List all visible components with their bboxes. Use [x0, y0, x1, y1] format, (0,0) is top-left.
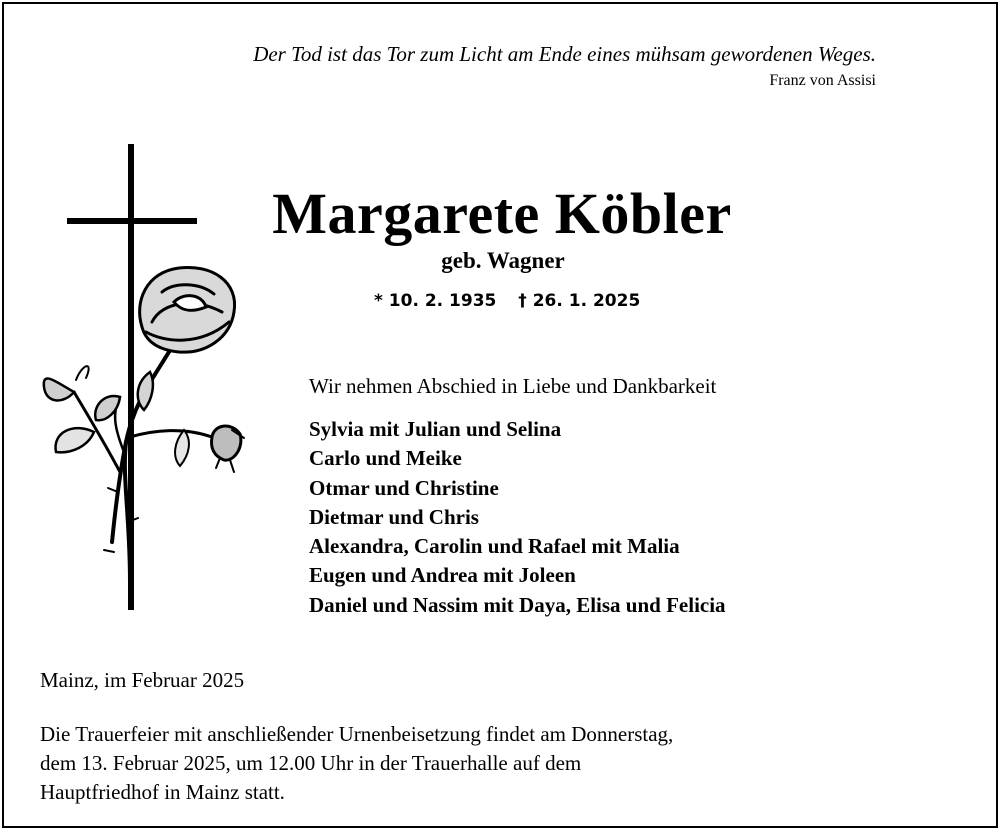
place-date: Mainz, im Februar 2025	[40, 668, 245, 692]
list-item: Sylvia mit Julian und Selina	[309, 417, 562, 441]
quote-author: Franz von Assisi	[769, 72, 876, 89]
cross-rose-illustration	[34, 142, 254, 617]
birth-date: * 10. 2. 1935	[374, 291, 497, 311]
life-dates	[374, 291, 640, 311]
list-item: Eugen und Andrea mit Joleen	[309, 563, 576, 588]
obituary-notice	[2, 2, 998, 828]
rose-icon	[44, 267, 244, 582]
list-item: Carlo und Meike	[309, 446, 462, 471]
service-line: Hauptfriedhof in Mainz statt.	[40, 779, 285, 804]
list-item: Daniel und Nassim mit Daya, Elisa und Felicia	[309, 592, 726, 617]
list-item: Otmar und Christine	[309, 475, 499, 500]
quote-text: Der Tod ist das Tor zum Licht am Ende eines mühsam gewordenen Weges.	[253, 42, 876, 66]
death-date: † 26. 1. 2025	[518, 291, 641, 311]
list-item: Dietmar und Chris	[309, 504, 479, 529]
service-info	[40, 720, 840, 806]
list-item: Alexandra, Carolin und Rafael mit Malia	[309, 534, 680, 559]
service-line: dem 13. Februar 2025, um 12.00 Uhr in der Trauerhalle auf dem	[40, 750, 582, 775]
mourners-list	[309, 415, 726, 620]
deceased-name: Margarete Köbler	[272, 181, 732, 246]
service-line: Die Trauerfeier mit anschließender Urnenbeisetzung findet am Donnerstag,	[40, 722, 674, 746]
maiden-name: geb. Wagner	[441, 248, 565, 273]
farewell-line: Wir nehmen Abschied in Liebe und Dankbarkeit	[309, 374, 717, 398]
